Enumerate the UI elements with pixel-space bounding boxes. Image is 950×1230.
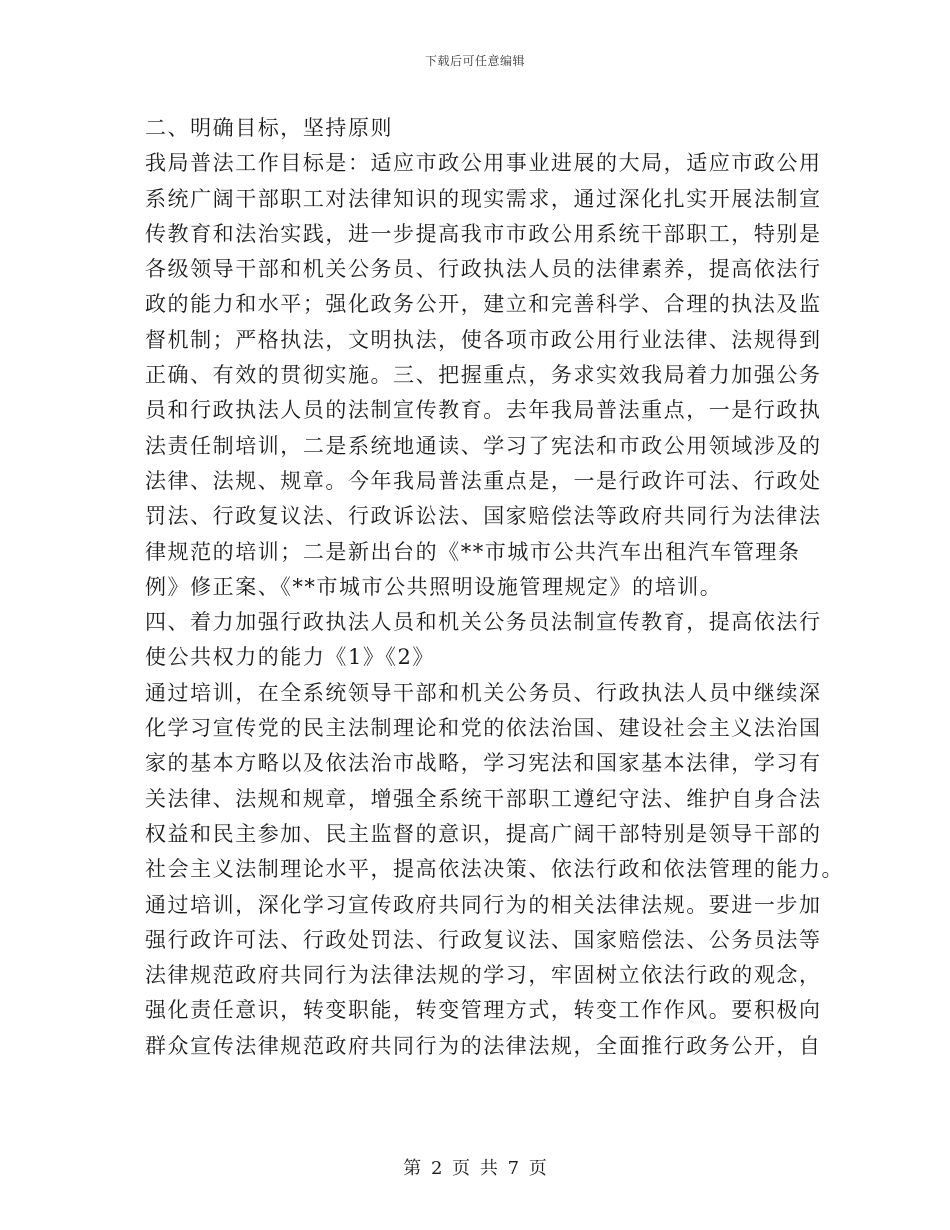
text-line: 政的能力和水平；强化政务公开，建立和完善科学、合理的执法及监 [145,292,822,317]
text-line: 传教育和法治实践，进一步提高我市市政公用系统干部职工，特别是 [145,221,822,246]
text-line: 群众宣传法律规范政府共同行为的法律法规，全面推行政务公开，自 [145,1033,822,1058]
text-line: 罚法、行政复议法、行政诉讼法、国家赔偿法等政府共同行为法律法 [145,504,822,529]
page-number: 第 2 页 共 7 页 [403,1158,547,1179]
text-line: 关法律、法规和规章，增强全系统干部职工遵纪守法、维护自身合法 [145,786,822,811]
text-line: 强化责任意识，转变职能，转变管理方式，转变工作作风。要积极向 [145,998,822,1023]
text-line: 我局普法工作目标是：适应市政公用事业进展的大局，适应市政公用 [145,151,822,176]
text-line: 化学习宣传党的民主法制理论和党的依法治国、建设社会主义法治国 [145,716,822,741]
text-line: 各级领导干部和机关公务员、行政执法人员的法律素养，提高依法行 [145,257,822,282]
section-heading: 使公共权力的能力《1》《2》 [145,645,435,670]
text-line: 通过培训，深化学习宣传政府共同行为的相关法律法规。要进一步加 [145,892,822,917]
text-line: 通过培训，在全系统领导干部和机关公务员、行政执法人员中继续深 [145,680,822,705]
section-heading: 二、明确目标，坚持原则 [145,116,394,140]
page-header: 下载后可任意编辑 [424,54,525,68]
text-line: 员和行政执法人员的法制宣传教育。去年我局普法重点，一是行政执 [145,398,822,423]
text-line: 律规范的培训；二是新出台的《**市城市公共汽车出租汽车管理条 [145,539,801,564]
text-line: 系统广阔干部职工对法律知识的现实需求，通过深化扎实开展法制宣 [145,186,822,211]
text-line: 法律、法规、规章。今年我局普法重点是，一是行政许可法、行政处 [145,468,822,493]
text-line: 强行政许可法、行政处罚法、行政复议法、国家赔偿法、公务员法等 [145,927,822,952]
text-line: 法律规范政府共同行为法律法规的学习，牢固树立依法行政的观念， [145,963,822,988]
text-line: 权益和民主参加、民主监督的意识，提高广阔干部特别是领导干部的 [145,821,822,846]
text-line: 正确、有效的贯彻实施。三、把握重点，务求实效我局着力加强公务 [145,363,822,388]
section-heading: 四、着力加强行政执法人员和机关公务员法制宣传教育，提高依法行 [145,610,822,635]
text-line: 家的基本方略以及依法治市战略，学习宪法和国家基本法律，学习有 [145,751,822,776]
document-body [145,111,845,1064]
text-line: 社会主义法制理论水平，提高依法决策、依法行政和依法管理的能力。 [145,857,845,882]
text-line: 法责任制培训，二是系统地通读、学习了宪法和市政公用领域涉及的 [145,433,822,458]
text-line: 例》修正案、《**市城市公共照明设施管理规定》的培训。 [145,574,723,599]
text-line: 督机制；严格执法，文明执法，使各项市政公用行业法律、法规得到 [145,327,822,352]
